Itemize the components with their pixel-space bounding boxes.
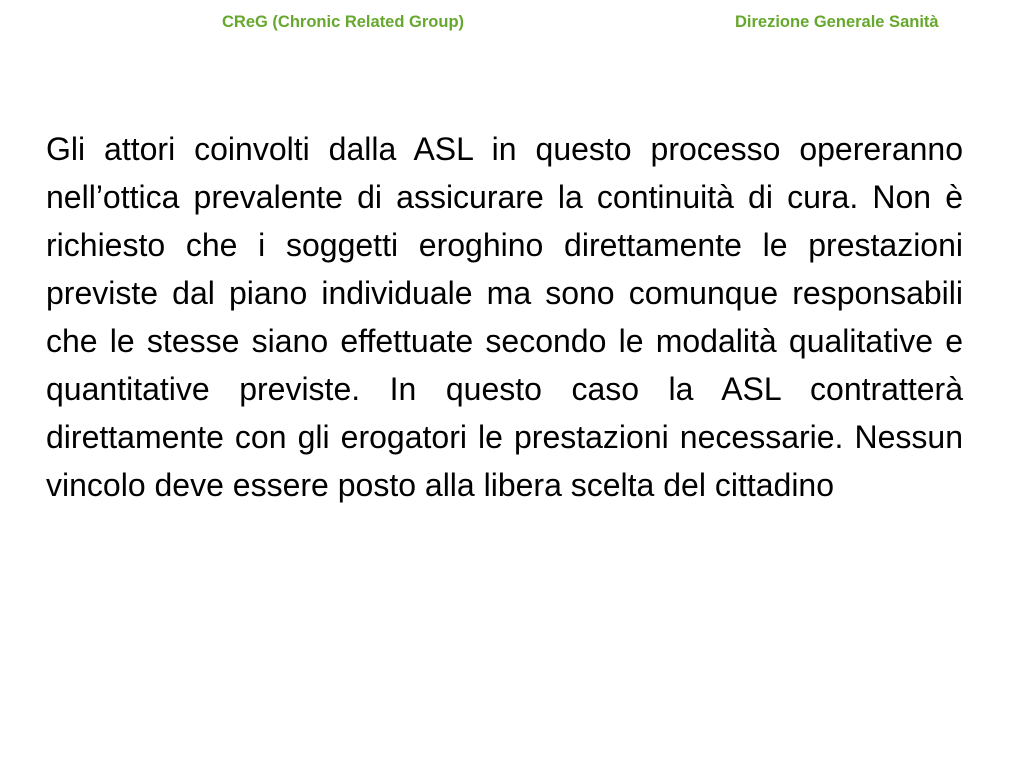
header-department-title: Direzione Generale Sanità xyxy=(735,13,939,31)
body-paragraph: Gli attori coinvolti dalla ASL in questo processo opereranno nell’ottica prevalente di assicurare la continuità di cura. Non è richiesto che i soggetti eroghino direttamente le prestazioni previste dal piano individuale ma sono comunque responsabili che le stesse siano effettuate secondo le modalità qualitative e quantitative previste. In questo caso la ASL contratterà direttamente con gli erogatori le prestazioni necessarie. Nessun vincolo deve essere posto alla libera scelta del cittadino xyxy=(46,131,963,503)
header-program-title: CReG (Chronic Related Group) xyxy=(222,13,465,31)
